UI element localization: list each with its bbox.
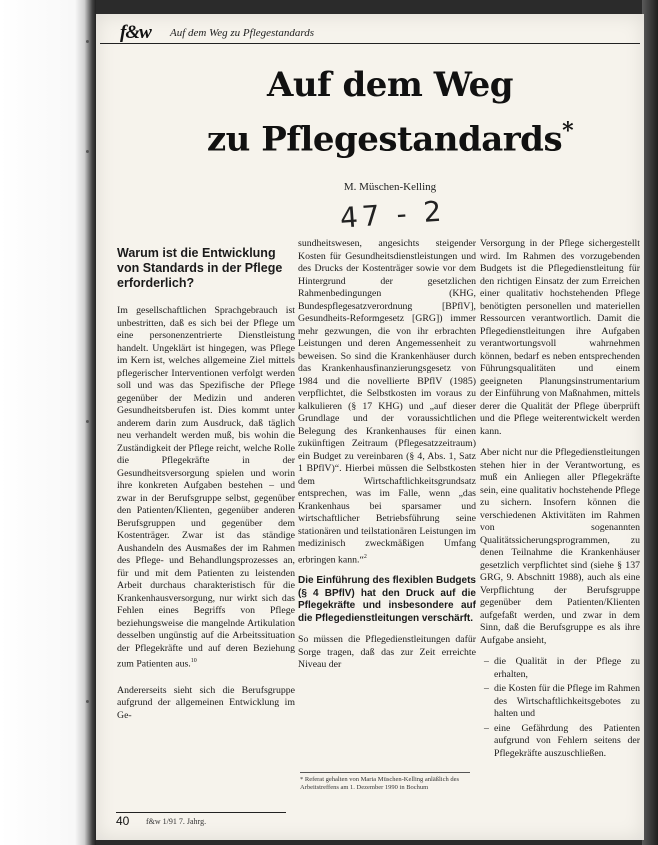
title-line-1: Auf dem Weg <box>266 65 514 105</box>
body-paragraph: Aber nicht nur die Pflegedienstleitungen stehen hier in der Verantwortung, es muß ein Anliegen aller Pflegekräfte sein, eine qualitativ hochstehende Pflege zu sichern. Insofern können die verschiedenen Aktivitäten im Rahmen von sogenannten Qualitätssicherungsprogrammen, zu denen Teilnahme die Krankenhäuser gesetzlich verpflichtet sind (siehe § 137 GRG, 9. Abschnitt 1988), auch als eine Verpflichtung der Berufsgruppe gegenüber dem Patienten/Klienten aufgefaßt werden, und zwar in dem Sinn, daß die Berufsgruppe es als ihre Aufgabe ansieht, <box>480 447 640 646</box>
body-paragraph: Im gesellschaftlichen Sprachgebrauch ist unbestritten, daß es sich bei der Pflege um eine personenzentrierte Dienstleistung handelt. Ungeklärt ist hingegen, was Pflege im Kern ist, welches allgemeine Ziel mittels pflegerischer Interventionen verfolgt werden soll und was das Spezifische der Pflege gegenüber der Medizin und anderen Gesundheitsberufen ist. Dies kommt unter anderem darin zum Ausdruck, daß täglich neu verhandelt werden muß, bis wohin die Zuständigkeit der Pflege reicht, welche Rolle die Pflegekräfte in der Gesundheitsversorgung spielen und worin ihre konkreten Aufgaben bestehen – und zwar in der Berufsgruppe selbst, gegenüber den Patienten/Klienten, gegenüber anderen Berufsgruppen und gegenüber dem Kostenträger. Zwar ist das ständige Aushandeln des Ausmaßes der im Rahmen des Pflege- und Behandlungsprozesses an, für und mit dem Patienten zu leistenden Arbeit durchaus charakteristisch für die Krankenhausversorgung, nur wirkt sich das Fehlen eines Begriffs von Pflege beziehungsweise die mangelnde Artikulation desselben ungünstig auf die Arbeitssituation der Pflegekräfte und auf deren Beziehung zum Patienten aus.$^{10}$ <box>117 305 295 670</box>
footer-rule <box>116 812 286 813</box>
body-paragraph: Andererseits sieht sich die Berufsgruppe aufgrund der allgemeinen Entwicklung im Ge- <box>117 684 295 721</box>
page-header <box>100 22 640 44</box>
list-item: – eine Gefährdung des Patienten aufgrund von Fehlern seitens der Pflegekräfte auszuschließen. <box>494 723 640 761</box>
text-column-3 <box>480 238 640 762</box>
article-author: M. Müschen-Kelling <box>343 181 437 193</box>
handwritten-annotation: 47 - 2 <box>338 194 447 235</box>
section-heading: Warum ist die Entwicklung von Standards in der Pflege erforderlich? <box>117 246 283 290</box>
running-head: Auf dem Weg zu Pflegestandards <box>170 27 315 39</box>
list-item: – die Qualität in der Pflege zu erhalten, <box>494 656 640 681</box>
footnote: * Referat gehalten von Maria Müschen-Kelling anläßlich des Arbeitstreffens am 1. Dezember 1990 in Bochum <box>300 772 470 792</box>
page-number: 40 <box>116 814 130 828</box>
list-item: – die Kosten für die Pflege im Rahmen des Wirtschaftlichkeitsgebotes zu halten und <box>494 683 640 721</box>
text-column-1 <box>117 238 295 731</box>
text-column-2 <box>298 238 476 681</box>
article-title <box>150 62 630 162</box>
bold-lead-paragraph: Die Einführung des flexiblen Budgets (§ 4 BPflV) hat den Druck auf die Pflegekräfte und insbesondere auf die Pflegedienstleitungen verschärft. <box>298 575 476 624</box>
journal-logo: f&w <box>120 22 151 43</box>
issue-info: f&w 1/91 7. Jahrg. <box>146 817 207 826</box>
title-footnote-mark: * <box>562 118 574 144</box>
scan-margin-left <box>0 0 96 845</box>
body-paragraph: Versorgung in der Pflege sichergestellt wird. Im Rahmen des vorzugebenden Budgets ist die Pflegedienstleitung für den richtigen Einsatz der zum Erreichen einer qualitativ hochstehenden Pflege benötigten personellen und materiellen Ressourcen verantwortlich. Damit die Pflegedienstleitungen ihre Aufgaben verantwortungsvoll wahrnehmen können, bedarf es neben entsprechenden Führungsqualitäten und einem geeigneten Planungsinstrumentarium der Einführung von Maßnahmen, mittels derer die Qualität der Pflege überprüft und die Pflege weiterentwickelt werden kann. <box>480 238 640 437</box>
body-paragraph: sundheitswesen, angesichts steigender Kosten für Gesundheitsdienstleistungen und des Drucks der Kostenträger sowie vor dem Hintergrund der gesetzlichen Rahmenbedingungen (KHG, Bundespflegesatzverordnung [BPflV], Gesundheits-Reformgesetz [GRG]) immer mehr gezwungen, die von ihr erbrachten Leistungen und deren Angemessenheit zu beweisen. So sind die Krankenhäuser durch das Krankenhausfinanzierungsgesetz von 1984 und die novellierte BPflV (1985) verpflichtet, die Selbstkosten im voraus zu kalkulieren (§ 17 KHG) und „auf dieser Grundlage und der voraussichtlichen Belegung des Krankenhauses für einen zukünftigen Zeitraum (Pflegesatzzeitraum) ein Budget zu vereinbaren (§ 4, Abs. 1, Satz 1 BPflV)“. Hierbei müssen die Selbstkosten dem Wirtschaftlichkeitsgrundsatz entsprechen, was im Falle, wenn „das Krankenhaus bei sparsamer und wirtschaftlicher Betriebsführung seine stationären und teilstationären Leistungen im medizinisch zweckmäßigen Umfang erbringen kann.“$^2$ <box>298 238 476 565</box>
body-paragraph: So müssen die Pflegedienstleitungen dafür Sorge tragen, daß das zur Zeit erreichte Niveau der <box>298 634 476 671</box>
title-line-2: zu Pflegestandards* <box>206 118 574 160</box>
aims-list <box>480 656 640 760</box>
scan-margin-right <box>642 0 658 845</box>
